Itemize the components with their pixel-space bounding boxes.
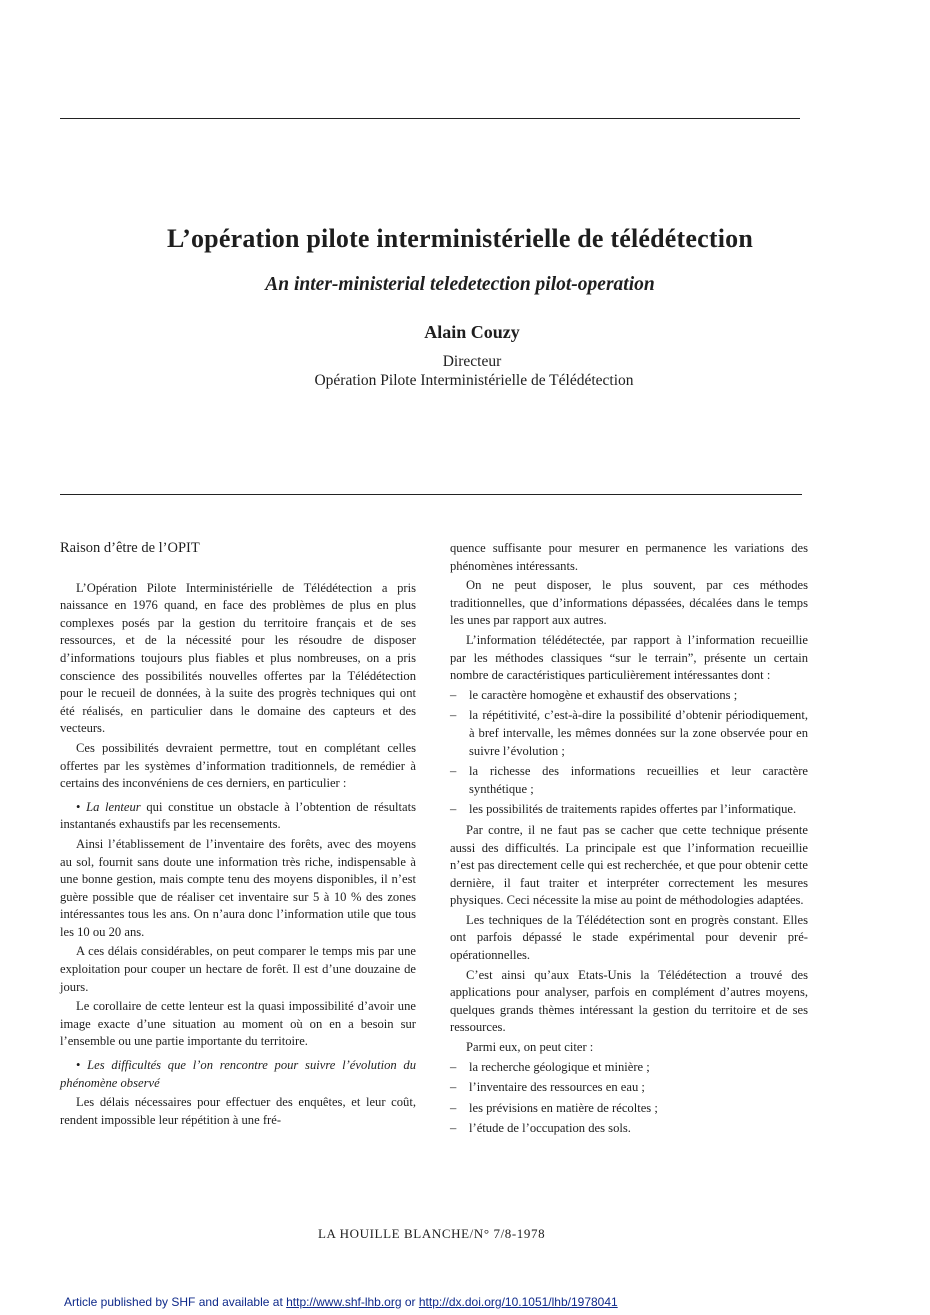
bullet-icon: •: [76, 1058, 81, 1073]
list-item: – l’étude de l’occupation des sols.: [450, 1120, 808, 1138]
author-role: Directeur: [442, 353, 502, 370]
list-item: – les prévisions en matière de récoltes ;: [450, 1100, 808, 1118]
paragraph: L’Opération Pilote Interministérielle de Télédétection a pris naissance en 1976 quand, en face des problèmes de plus en plus complexes posés par la gestion du territoire français et de ses ressources, et de la nécessité pour les résoudre de disposer d’informations toujours plus fiables et plus nombreuses, on a pris conscience des possibilités nouvelles offertes par la Télédétection pour le recueil de données, à la suite des progrès techniques qui ont été réalisés, en particulier dans le domaine des capteurs et des vecteurs.: [60, 580, 416, 736]
section-heading: Raison d’être de l’OPIT: [60, 540, 200, 556]
paragraph: Parmi eux, on peut citer :: [466, 1040, 594, 1055]
article-subtitle: An inter-ministerial teledetection pilot-operation: [265, 274, 655, 295]
list-item: – l’inventaire des ressources en eau ;: [450, 1079, 808, 1097]
list-item: – la recherche géologique et minière ;: [450, 1059, 808, 1077]
paragraph: L’information télédétectée, par rapport à l’information recueillie par les méthodes classiques “sur le terrain”, présente un certain nombre de caractéristiques particulièrement intéressantes dont :: [450, 632, 808, 683]
list-item: – le caractère homogène et exhaustif des observations ;: [450, 687, 808, 705]
availability-separator: or: [401, 1295, 419, 1309]
article-title: L’opération pilote interministérielle de télédétection: [166, 224, 754, 253]
paragraph: Par contre, il ne faut pas se cacher que cette technique présente aussi des difficultés. La principale est que l’information recueillie n’est pas directement celle qui est recherchée, et que pour obtenir cette dernière, il faut traiter et interpréter correctement les mesures physiques. Ceci nécessite la mise au point de méthodologies adaptées.: [450, 822, 808, 908]
paragraph: Le corollaire de cette lenteur est la quasi impossibilité d’avoir une image exacte d’une situation au moment où on en a besoin sur l’ensemble ou une partie importante du territoire.: [60, 999, 416, 1049]
top-rule: [60, 118, 800, 119]
paragraph: Les techniques de la Télédétection sont en progrès constant. Elles ont parfois dépassé le stade expérimental pour devenir pré-opérationnelles.: [450, 912, 808, 963]
characteristics-list: [450, 687, 808, 819]
availability-prefix: Article published by SHF and available at: [64, 1295, 287, 1309]
bullet-paragraph: [60, 1057, 416, 1092]
paragraph: quence suffisante pour mesurer en permanence les variations des phénomènes intéressants.: [450, 541, 808, 573]
bullet-paragraph: [60, 799, 416, 834]
bullet-text: qui constitue un obstacle à l’obtention de résultats instantanés exhaustifs par les recensements.: [60, 799, 417, 832]
shf-lhb-link[interactable]: http://www.shf-lhb.org: [286, 1295, 402, 1309]
journal-footer: LA HOUILLE BLANCHE/N° 7/8-1978: [318, 1226, 546, 1241]
article-availability-note: [64, 1295, 618, 1309]
list-item: – les possibilités de traitements rapides offertes par l’informatique.: [450, 801, 808, 819]
themes-list: [450, 1059, 808, 1138]
paragraph: Ces possibilités devraient permettre, tout en complétant celles offertes par les systèmes d’information traditionnels, de remédier à certains des inconvéniens de ces derniers, en particulier :: [60, 740, 416, 791]
paragraph: Ainsi l’établissement de l’inventaire des forêts, avec des moyens au sol, fournit sans doute une information très riche, indispensable à une bonne gestion, mais compte tenu des moyens disponibles, il n’est guère possible que de réaliser cet inventaire sur 5 à 10 % des zones intéressantes tous les ans. On n’aura donc l’information utile que tous les 10 ou 20 ans.: [60, 836, 416, 939]
bullet-emphasis: La lenteur: [86, 799, 141, 814]
header-bottom-rule: [60, 494, 802, 495]
bullet-emphasis: Les difficultés que l’on rencontre pour suivre l’évolution du phénomène observé: [60, 1058, 416, 1090]
author-affiliation: Opération Pilote Interministérielle de Télédétection: [314, 372, 634, 389]
right-column: [450, 540, 808, 1141]
author-name: Alain Couzy: [424, 322, 520, 342]
doi-link[interactable]: http://dx.doi.org/10.1051/lhb/1978041: [418, 1295, 618, 1309]
paragraph: C’est ainsi qu’aux Etats-Unis la Télédétection a trouvé des applications pour analyser, parfois en complément d’autres moyens, quelques grands thèmes intéressant la gestion du territoire et de ses ressources.: [450, 967, 808, 1035]
paragraph: A ces délais considérables, on peut comparer le temps mis par une exploitation pour couper un hectare de forêt. Il est d’une douzaine de jours.: [60, 944, 416, 994]
list-item: – la répétitivité, c’est-à-dire la possibilité d’obtenir périodiquement, à bref intervalle, les mêmes données sur la zone observée pour en suivre l’évolution ;: [450, 707, 808, 760]
paragraph: Les délais nécessaires pour effectuer des enquêtes, et leur coût, rendent impossible leur répétition à une fré-: [60, 1095, 416, 1127]
paragraph: On ne peut disposer, le plus souvent, par ces méthodes traditionnelles, que d’informations dépassées, décalées dans le temps les unes par rapport aux autres.: [450, 578, 808, 628]
left-column: [60, 540, 416, 1131]
bullet-icon: •: [76, 799, 81, 814]
list-item: – la richesse des informations recueillies et leur caractère synthétique ;: [450, 763, 808, 798]
